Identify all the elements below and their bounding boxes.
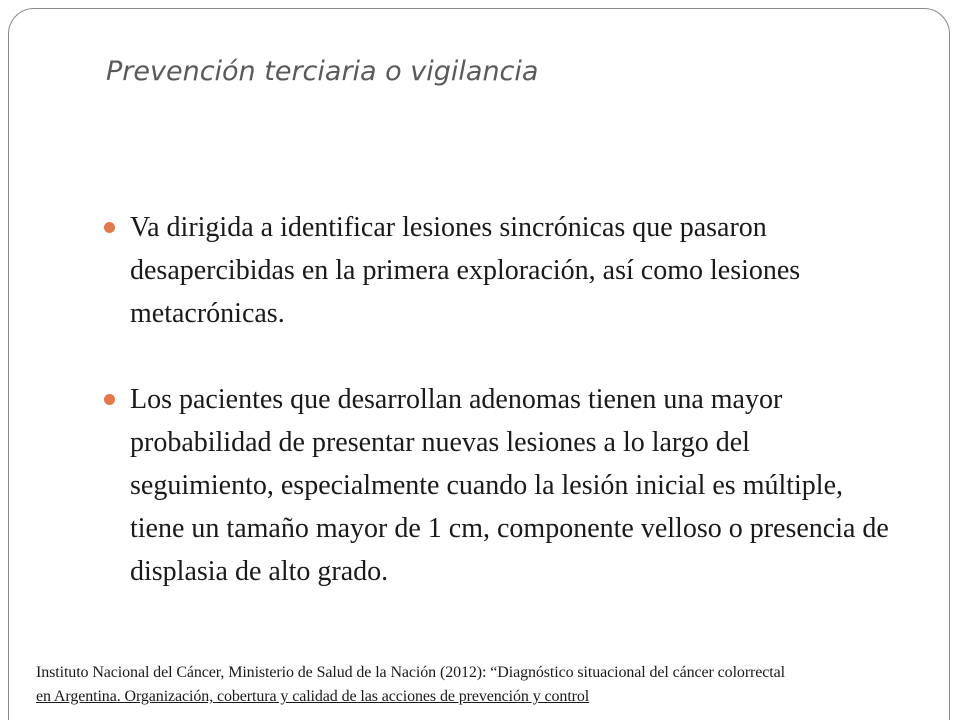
bullet-dot-icon [104,394,115,405]
slide-title: Prevención terciaria o vigilancia [106,56,539,87]
bullet-text: Va dirigida a identificar lesiones sincrónicas que pasaron desapercibidas en la primera exploración, así como lesiones metacrónicas. [130,212,801,329]
bullet-item [104,206,894,335]
bullet-item [104,378,894,593]
citation-line: en Argentina. Organización, cobertura y calidad de las acciones de prevención y control [36,688,590,705]
bullet-list [104,206,894,636]
citation-line: Instituto Nacional del Cáncer, Ministerio de Salud de la Nación (2012): “Diagnóstico situacional del cáncer colorrectal [36,664,785,681]
bullet-dot-icon [104,222,115,233]
bullet-text: Los pacientes que desarrollan adenomas tienen una mayor probabilidad de presentar nuevas lesiones a lo largo del seguimiento, especialmente cuando la lesión inicial es múltiple, tiene un tamaño mayor de 1 cm, componente velloso o presencia de displasia de alto grado. [130,384,889,587]
citation [36,661,946,709]
